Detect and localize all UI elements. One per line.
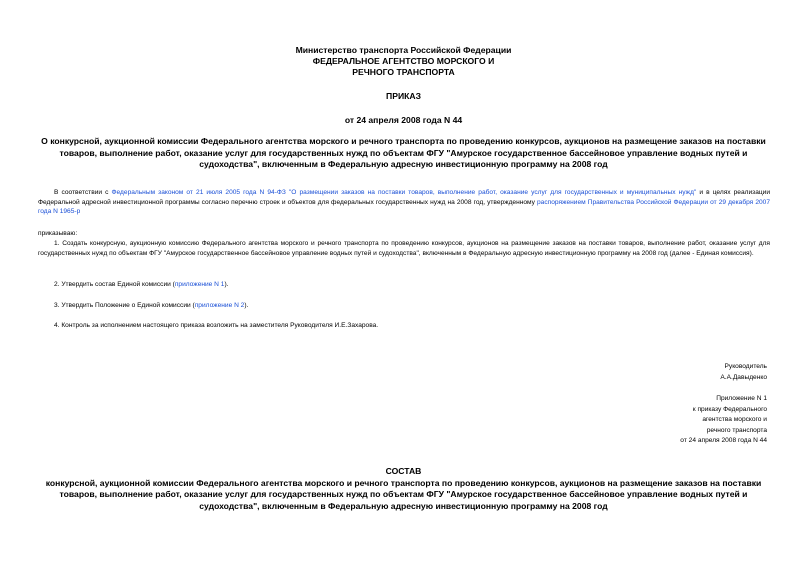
order-item-3-end: ). <box>244 302 249 309</box>
decree-word: приказываю: <box>38 230 78 237</box>
order-item-3-text: 3. Утвердить Положение о Единой комиссии ( <box>54 302 195 309</box>
appendix-line-1: Приложение N 1 <box>716 395 767 402</box>
order-item-3 <box>54 301 248 311</box>
preamble-text-2: и в целях реализации Федеральной адресной инвестиционной программы согласно перечню строек и объектов для федеральных государственных нужд на 2008 год, утвержденному <box>38 189 770 206</box>
document-type: ПРИКАЗ <box>386 91 421 101</box>
signer-name: А.А.Давыденко <box>720 373 767 381</box>
preamble-text-1: В соответствии с <box>54 189 112 196</box>
order-item-4: 4. Контроль за исполнением настоящего приказа возложить на заместителя Руководителя И.Е.Захарова. <box>54 322 379 329</box>
document-date: от 24 апреля 2008 года N 44 <box>344 115 463 125</box>
sostav-heading: СОСТАВ <box>385 466 422 476</box>
order-item-2-text: 2. Утвердить состав Единой комиссии ( <box>54 281 175 288</box>
order-item-1: 1. Создать конкурсную, аукционную комиссию Федерального агентства морского и речного транспорта по проведению конкурсов, аукционов на размещение заказов на поставки товаров, выполнение работ, оказание услуг для государственных нужд по объектам ФГУ "Амурское государственное бассейновое управление водных путей и судоходства", включенным в Федеральную адресную инвестиционную программу на 2008 год (далее - Единая комиссия). <box>38 240 770 257</box>
order-item-2 <box>54 280 228 290</box>
appendix-line-5: от 24 апреля 2008 года N 44 <box>680 437 767 444</box>
appendix-line-4: речного транспорта <box>706 426 767 434</box>
document-title: О конкурсной, аукционной комиссии Федерального агентства морского и речного транспорта по проведению конкурсов, аукционов на размещение заказов на поставки товаров, выполнение работ, оказание услуг для государственных нужд по объектам ФГУ "Амурское государственное бассейновое управление водных путей и судоходства", включенным в Федеральную адресную инвестиционную программу на 2008 год <box>41 136 766 169</box>
ministry-name: Министерство транспорта Российской Федерации <box>295 45 512 55</box>
appendix-2-link[interactable]: приложение N 2 <box>194 302 245 309</box>
appendix-1-link[interactable]: приложение N 1 <box>174 281 225 288</box>
order-item-2-end: ). <box>224 281 229 288</box>
sostav-section <box>40 466 767 512</box>
document-header <box>0 45 807 126</box>
signature-block <box>720 362 767 383</box>
agency-name-line2: РЕЧНОГО ТРАНСПОРТА <box>352 67 455 77</box>
government-order-link[interactable]: распоряжением Правительства Российской Федерации от 29 декабря 2007 года N 1965-р <box>38 198 770 216</box>
preamble-paragraph <box>38 188 770 217</box>
appendix-line-2: к приказу Федерального <box>692 405 767 413</box>
signer-position: Руководитель <box>724 363 767 370</box>
agency-name-line1: ФЕДЕРАЛЬНОЕ АГЕНТСТВО МОРСКОГО И <box>312 56 495 66</box>
sostav-title: конкурсной, аукционной комиссии Федерального агентства морского и речного транспорта по проведению конкурсов, аукционов на размещение заказов на поставки товаров, выполнение работ, оказание услуг для государственных нужд по объектам ФГУ "Амурское государственное бассейновое управление водных путей и судоходства", включенным в Федеральную адресную инвестиционную программу на 2008 год <box>45 477 762 511</box>
federal-law-link[interactable]: Федеральным законом от 21 июля 2005 года N 94-ФЗ "О размещении заказов на поставки товаров, выполнение работ, оказание услуг для государственных и муниципальных нужд" <box>111 189 697 196</box>
appendix-line-3: агентства морского и <box>702 416 767 423</box>
appendix-reference <box>680 394 767 447</box>
